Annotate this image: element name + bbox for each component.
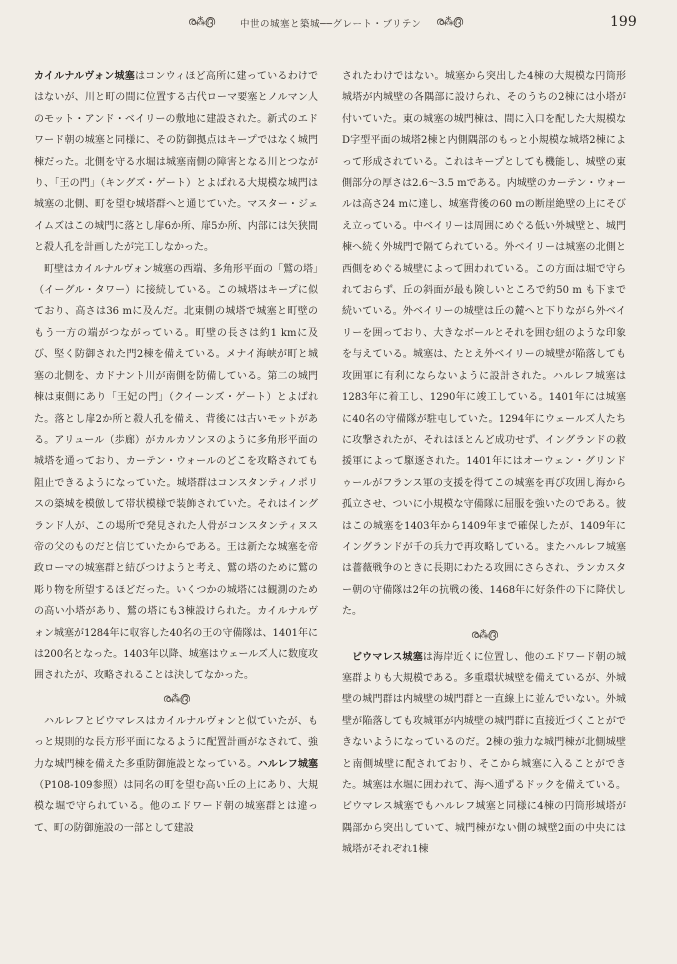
section-separator-ornament: ര⁂൫	[162, 691, 190, 705]
paragraph-text: はコンウィほど高所に建っているわけではないが、川と町の間に位置する古代ローマ要塞とノルマン人のモット・アンド・ベイリーの敷地に建設された。新式のエドワード朝の城塞と同様に、その防御拠点はキープではなく城門棟だった。北側を守る水堀は城塞南側の障害となる川とつながり、「王の門」（キングズ・ゲート）とよばれる大規模な城門は城塞の北側、町を望む城塔群へと通じていた。マスター・ジェイムズはこの城門に落とし扉6か所、扉5か所、内部には矢狭間と殺人孔を計画したが完工しなかった。	[34, 71, 318, 254]
term-caernarfon-castle: カイルナルヴォン城塞	[34, 71, 135, 82]
left-column	[34, 66, 318, 839]
paragraph-town-walls	[34, 259, 318, 687]
paragraph-text: ハルレフとビウマレスはカイルナルヴォンと似ていたが、もっと規則的な長方形平面になるように配置計画がなされて、強力な城門棟を備えた多重防御施設となっている。	[34, 715, 318, 770]
header-ornament-right: ര⁂൫	[436, 15, 463, 28]
paragraph-text: （P108-109参照）は同名の町を望む高い丘の上にあり、大規模な堀で守られている。他のエドワード朝の城塞群とは違って、町の防御施設の一部として建設	[34, 780, 318, 834]
paragraph-harlech-cont	[342, 66, 626, 623]
right-column	[342, 66, 626, 861]
page-number: 199	[610, 14, 637, 30]
paragraph-harlech-intro	[34, 711, 318, 839]
paragraph-text: 町壁はカイルナルヴォン城塞の西端、多角形平面の「鷲の塔」（イーグル・タワー）に接続している。この城塔はキープに似ており、高さは36 mに及んだ。北東側の城塔で城塞と町壁のもう一方の端がつながっている。町壁の長さは約1 kmに及び、堅く防御された門2棟を備えている。メナイ海峡が町と城塞の北側を、カドナント川が南側を防備している。第二の城門棟は東側にあり「王妃の門」（クイーンズ・ゲート）とよばれた。落とし扉2か所と殺人孔を備え、背後には古いモットがある。アリュール（歩廊）がカルカソンヌのように多角形平面の城塔を通っており、カーテン・ウォールのどこを攻略されても阻止できるようになっていた。城塔群はコンスタンティノポリスの築城を模倣して帯状模様で装飾されていた。それはイングランド人が、この場所で発見された人骨がコンスタンティヌス帝の父のものだと信じていたからである。王は新たな城塞を帝政ローマの城塞群と結びつけようと考え、鷲の塔のために鷲の彫り物を所望するほどだった。いくつかの城塔には観測のための高い小塔があり、鷲の塔にも3棟設けられた。カイルナルヴォン城塞が1284年に収容した40名の王の守備隊は、1401年には200名となった。1403年以降、城塞はウェールズ人に数度攻囲されたが、攻略されることは決してなかった。	[34, 263, 318, 682]
section-separator-ornament: ര⁂൫	[470, 627, 498, 641]
paragraph-caernarfon	[34, 66, 318, 259]
term-beaumaris-castle: ビウマレス城塞	[352, 651, 423, 663]
paragraph-text: されたわけではない。城塞から突出した4棟の大規模な円筒形城塔が内城壁の各隅部に設けられ、そのうちの2棟には小塔が付いていた。東の城塞の城門棟は、間に入口を配した大規模なD字型平面の城塔2棟と内側隅部のもっと小規模な城塔2棟によって形成されている。これはキープとしても機能し、城壁の東側部分の厚さは2.6～3.5 mである。内城壁のカーテン・ウォールは高さ24 mに達し、城塞背後の60 mの断崖絶壁の上にそびえ立っている。中ベイリーは周囲にめぐる低い外城壁と、城門棟へ続く外城門で隔てられている。外ベイリーは城塞の北側と西側をめぐる城壁によって囲われている。この方面は堀で守られておらず、丘の斜面が最も険しいところで約50 m も下まで続いている。外ベイリーの城壁は丘の麓へと下りながら外ベイリーを囲っており、大きなボールとそれを囲む紐のような印象を与えている。城塞は、たとえ外ベイリーの城壁が陥落しても攻囲軍に有利にならないように設計された。ハルレフ城塞は1283年に着工し、1290年に竣工している。1401年には城塞に40名の守備隊が駐屯していた。1294年にウェールズ人たちに攻撃されたが、それはほとんど成功せず、イングランドの救援軍によって駆逐された。1401年にはオーウェン・グリンドゥールがフランス軍の支援を得てこの城塞を再び攻囲し海から孤立させ、ついに小規模な守備隊に屈服を強いたのである。彼はこの城塞を1403年から1409年まで確保したが、1409年にイングランドが千の兵力で再攻略している。またハルレフ城塞は薔薇戦争のときに長期にわたる攻囲にさらされ、ランカスター朝の守備隊は2年の抗戦の後、1468年に好条件の下に降伏した。	[342, 71, 626, 618]
term-harlech-castle: ハルレフ城塞	[257, 758, 319, 770]
header-ornament-left: ര⁂൫	[188, 15, 215, 28]
running-title: 中世の城塞と築城──グレート・ブリテン	[240, 19, 422, 30]
paragraph-beaumaris	[342, 647, 626, 861]
paragraph-text: は海岸近くに位置し、他のエドワード朝の城塞群よりも大規模である。多重環状城壁を備えているが、外城壁の城門群は内城壁の城門群と一直線上に並んでいない。外城壁が陥落しても攻城軍が内城壁の城門群に直接近づくことができないようになっているのだ。2棟の強力な城門棟が北側城壁と南側城壁に配されており、そこから城塞に入ることができた。城塞は水堀に囲われて、海へ通ずるドックを備えている。ビウマレス城塞でもハルレフ城塞と同様に4棟の円筒形城塔が隅部から突出していて、城門棟がない側の城壁2面の中央には城塔がそれぞれ1棟	[342, 651, 626, 856]
running-header	[0, 12, 677, 34]
